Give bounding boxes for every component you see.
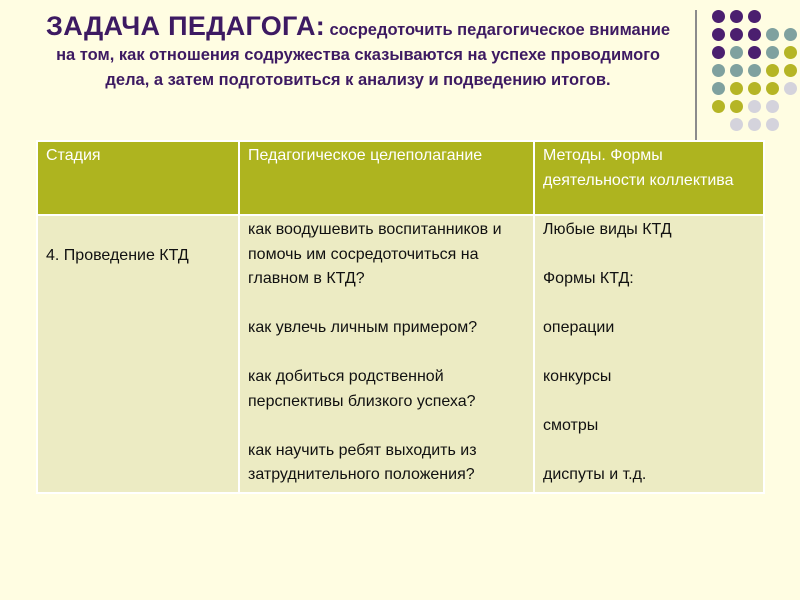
stage-text: 4. Проведение КТД bbox=[46, 247, 189, 264]
decor-dot bbox=[730, 46, 743, 59]
divider-line bbox=[695, 10, 697, 140]
decor-dot bbox=[766, 64, 779, 77]
method-item: операции bbox=[543, 319, 615, 336]
column-header-methods: Методы. Формы деятельности коллектива bbox=[534, 141, 764, 215]
decor-dot bbox=[748, 82, 761, 95]
decor-dot bbox=[712, 46, 725, 59]
ktd-table bbox=[36, 140, 765, 494]
method-item: смотры bbox=[543, 417, 599, 434]
column-header-stage: Стадия bbox=[37, 141, 239, 215]
title-label: ЗАДАЧА ПЕДАГОГА: bbox=[45, 11, 326, 41]
goal-item: как воодушевить воспитанников и помочь им сосредоточиться на главном в КТД? bbox=[248, 221, 502, 287]
decor-dot bbox=[784, 82, 797, 95]
decor-dot bbox=[784, 46, 797, 59]
stage-cell bbox=[37, 215, 239, 493]
decor-dot bbox=[712, 64, 725, 77]
goal-item: как увлечь личным примером? bbox=[248, 319, 478, 336]
decor-dot bbox=[748, 64, 761, 77]
decor-dot bbox=[784, 28, 797, 41]
decor-dot bbox=[730, 82, 743, 95]
decor-dot bbox=[712, 10, 725, 23]
decor-dot bbox=[730, 100, 743, 113]
decor-dot bbox=[766, 46, 779, 59]
decor-dot bbox=[730, 118, 743, 131]
decor-dot bbox=[712, 100, 725, 113]
decor-dot bbox=[766, 118, 779, 131]
decor-dot bbox=[748, 10, 761, 23]
method-item: Формы КТД: bbox=[543, 270, 634, 287]
column-header-goals: Педагогическое целеполагание bbox=[239, 141, 534, 215]
table-row bbox=[37, 215, 764, 493]
decor-dot bbox=[766, 100, 779, 113]
method-item: Любые виды КТД bbox=[543, 221, 672, 238]
title-text: сосредоточить педагогическое внимание на том, как отношения содружества сказываются на успехе проводимого дела, а затем подготовиться к анализу и подведению итогов. bbox=[56, 21, 671, 89]
decorative-dots bbox=[708, 10, 798, 130]
decor-dot bbox=[766, 28, 779, 41]
slide-title bbox=[38, 11, 678, 93]
decor-dot bbox=[784, 64, 797, 77]
decor-dot bbox=[730, 64, 743, 77]
decor-dot bbox=[748, 46, 761, 59]
decor-dot bbox=[712, 82, 725, 95]
decor-dot bbox=[730, 10, 743, 23]
table-header-row bbox=[37, 141, 764, 215]
method-item: конкурсы bbox=[543, 368, 612, 385]
decor-dot bbox=[748, 100, 761, 113]
goal-item: как научить ребят выходить из затруднительного положения? bbox=[248, 441, 477, 483]
decor-dot bbox=[748, 28, 761, 41]
decor-dot bbox=[766, 82, 779, 95]
goal-item: как добиться родственной перспективы близкого успеха? bbox=[248, 368, 476, 410]
method-item: диспуты и т.д. bbox=[543, 466, 647, 483]
goals-cell bbox=[239, 215, 534, 493]
decor-dot bbox=[712, 28, 725, 41]
decor-dot bbox=[748, 118, 761, 131]
methods-cell bbox=[534, 215, 764, 493]
decor-dot bbox=[730, 28, 743, 41]
